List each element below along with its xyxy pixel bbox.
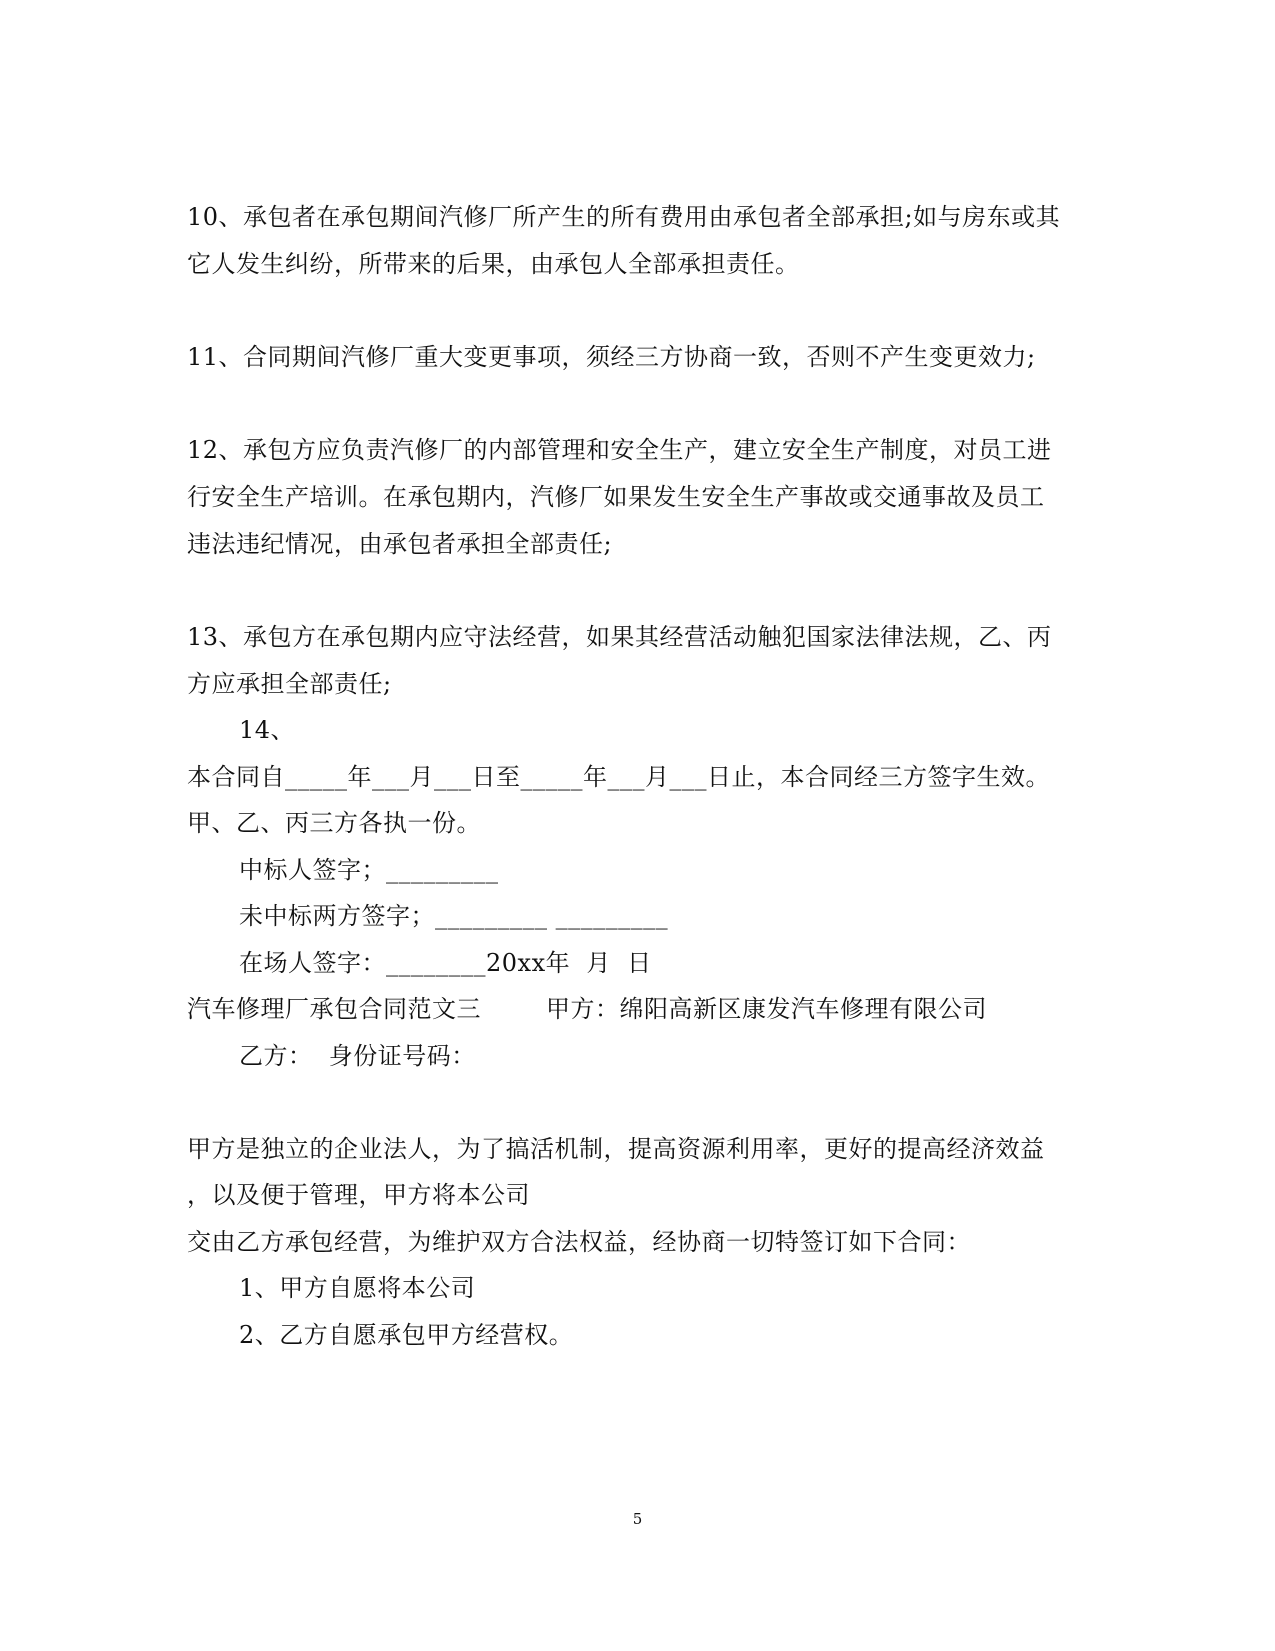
clause-13-line-1: 13、承包方在承包期内应守法经营，如果其经营活动触犯国家法律法规，乙、丙	[187, 623, 1052, 651]
clause-11-line-1: 11、合同期间汽修厂重大变更事项，须经三方协商一致，否则不产生变更效力;	[187, 343, 1036, 371]
clause-12-line-1: 12、承包方应负责汽修厂的内部管理和安全生产，建立安全生产制度，对员工进	[187, 436, 1052, 464]
signature-present: 在场人签字：________20xx年 月 日	[239, 949, 652, 977]
section-3-party-b: 乙方： 身份证号码：	[239, 1042, 476, 1070]
clause-12-line-2: 行安全生产培训。在承包期内，汽修厂如果发生安全生产事故或交通事故及员工	[187, 483, 1045, 511]
clause-2: 2、乙方自愿承包甲方经营权。	[239, 1321, 574, 1349]
signature-winner: 中标人签字；_________	[239, 856, 499, 884]
signature-losers: 未中标两方签字；_________ _________	[239, 902, 669, 930]
clause-1: 1、甲方自愿将本公司	[239, 1274, 476, 1302]
clause-14-line-2: 甲、乙、丙三方各执一份。	[187, 809, 481, 837]
clause-12-line-3: 违法违纪情况，由承包者承担全部责任;	[187, 530, 613, 558]
clause-13-line-2: 方应承担全部责任;	[187, 670, 392, 698]
intro-line-3: 交由乙方承包经营，为维护双方合法权益，经协商一切特签订如下合同：	[187, 1228, 971, 1256]
clause-14-number: 14、	[239, 716, 296, 744]
intro-line-1: 甲方是独立的企业法人，为了搞活机制，提高资源利用率，更好的提高经济效益	[187, 1135, 1045, 1163]
clause-14-line-1: 本合同自_____年___月___日至_____年___月___日止，本合同经三方签字生效。	[187, 763, 1050, 791]
page-number: 5	[632, 1510, 643, 1528]
section-3-title: 汽车修理厂承包合同范文三 甲方：绵阳高新区康发汽车修理有限公司	[187, 995, 988, 1023]
clause-10-line-2: 它人发生纠纷，所带来的后果，由承包人全部承担责任。	[187, 250, 800, 278]
intro-line-2: ，以及便于管理，甲方将本公司	[187, 1181, 530, 1209]
clause-10-line-1: 10、承包者在承包期间汽修厂所产生的所有费用由承包者全部承担;如与房东或其	[187, 203, 1061, 231]
